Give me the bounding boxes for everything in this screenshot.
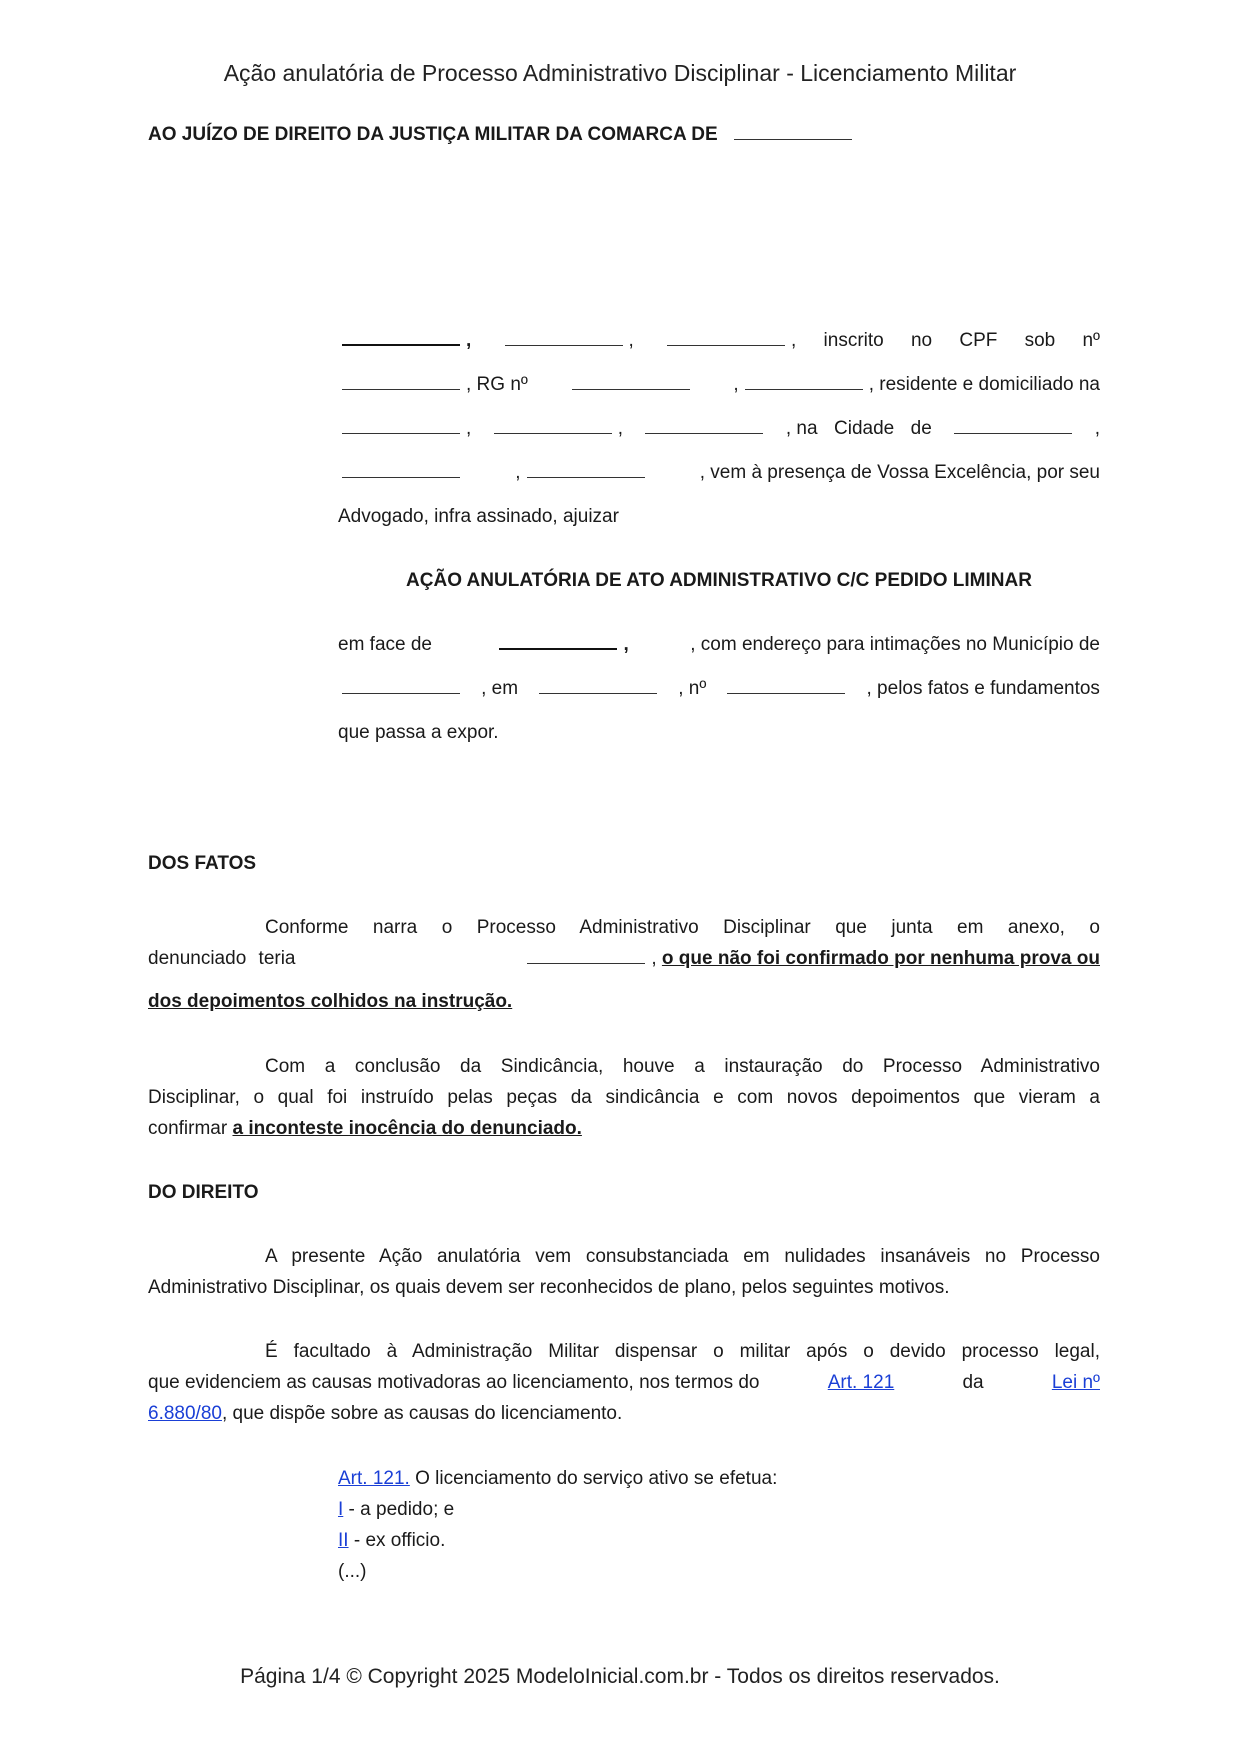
blank-field bbox=[539, 689, 657, 694]
art-121-link[interactable]: Art. 121 bbox=[827, 1372, 895, 1393]
citation-art-text: O licenciamento do serviço ativo se efetua: bbox=[409, 1468, 778, 1489]
fatos-p2-line1: Com a conclusão da Sindicância, houve a instauração do Processo Administrativo bbox=[265, 1056, 1100, 1077]
blank-field bbox=[727, 689, 845, 694]
direito-paragraph-1 bbox=[148, 1246, 1100, 1299]
citation-art-link[interactable]: Art. 121. bbox=[338, 1468, 410, 1489]
blank-field bbox=[527, 473, 645, 478]
word-na: , na bbox=[785, 418, 818, 439]
citation-i-link[interactable]: I bbox=[338, 1499, 344, 1520]
blank-field bbox=[734, 135, 852, 140]
law-citation bbox=[338, 1468, 1100, 1583]
citation-ii-link[interactable]: II bbox=[338, 1530, 349, 1551]
numero-text: , nº bbox=[678, 678, 707, 699]
word-cpf: CPF bbox=[959, 330, 998, 351]
qualification-line-1: , , , inscrito no CPF sob nº bbox=[338, 330, 1100, 374]
word-num: nº bbox=[1082, 330, 1100, 351]
fatos-text: , pelos fatos e fundamentos bbox=[866, 678, 1100, 699]
court-address-text: AO JUÍZO DE DIREITO DA JUSTIÇA MILITAR DA COMARCA DE bbox=[148, 124, 718, 145]
qualification-line-4: , , vem à presença de Vossa Excelência, por seu bbox=[338, 462, 1100, 506]
citation-line-art bbox=[338, 1468, 1100, 1499]
vem-text: , vem à presença de Vossa Excelência, por seu bbox=[699, 462, 1100, 483]
fatos-paragraph-1 bbox=[148, 917, 1100, 1013]
blank-field bbox=[342, 385, 460, 390]
blank-field bbox=[342, 689, 460, 694]
fatos-p2-line3 bbox=[148, 1118, 1100, 1140]
blank-field bbox=[342, 340, 460, 346]
denunciado-text: denunciado teria bbox=[148, 948, 296, 969]
citation-i-text: - a pedido; e bbox=[343, 1499, 455, 1520]
qualification-block bbox=[338, 330, 1100, 550]
em-text: , em bbox=[481, 678, 519, 699]
blank-field bbox=[667, 341, 785, 346]
defendant-line-2 bbox=[338, 678, 1100, 722]
citation-ellipsis: (...) bbox=[338, 1561, 367, 1582]
word-da: da bbox=[962, 1372, 984, 1393]
page-header-title: Ação anulatória de Processo Administrativo Disciplinar - Licenciamento Militar bbox=[223, 60, 1017, 86]
blank-field bbox=[342, 429, 460, 434]
termos-text: que evidenciem as causas motivadoras ao licenciamento, nos termos do bbox=[148, 1372, 760, 1393]
rg-label: , RG nº bbox=[466, 374, 528, 395]
blank-field bbox=[494, 429, 612, 434]
residente-text: , residente e domiciliado na bbox=[868, 374, 1100, 395]
fatos-paragraph-2 bbox=[148, 1056, 1100, 1140]
fatos-emphasis-2: dos depoimentos colhidos na instrução. bbox=[148, 991, 513, 1012]
citation-ii-text: - ex officio. bbox=[348, 1530, 446, 1551]
word-de: de bbox=[910, 418, 932, 439]
licenciamento-text: , que dispõe sobre as causas do licenciamento. bbox=[221, 1403, 623, 1424]
action-title: AÇÃO ANULATÓRIA DE ATO ADMINISTRATIVO C/C PEDIDO LIMINAR bbox=[406, 570, 1032, 591]
section-heading-direito: DO DIREITO bbox=[148, 1182, 259, 1203]
citation-line-ii bbox=[338, 1530, 1100, 1561]
page-footer: Página 1/4 © Copyright 2025 ModeloInicial.com.br - Todos os direitos reservados. bbox=[240, 1665, 1000, 1688]
blank-field bbox=[527, 959, 645, 964]
endereco-text: , com endereço para intimações no Município de bbox=[690, 634, 1100, 655]
lei-number-link[interactable]: 6.880/80 bbox=[148, 1403, 222, 1424]
court-address bbox=[148, 124, 858, 146]
fatos-emphasis-1: o que não foi confirmado por nenhuma prova ou bbox=[661, 948, 1100, 969]
qualification-line-3: , , , na Cidade de , bbox=[338, 418, 1100, 462]
lei-link[interactable]: Lei nº bbox=[1051, 1372, 1100, 1393]
confirmar-text: confirmar bbox=[148, 1118, 228, 1139]
fatos-p1-line1: Conforme narra o Processo Administrativo Disciplinar que junta em anexo, o bbox=[265, 917, 1100, 938]
direito-p2-line2 bbox=[148, 1372, 1100, 1403]
direito-p2-line1: É facultado à Administração Militar dispensar o militar após o devido processo legal, bbox=[265, 1341, 1100, 1362]
qualification-line-2: , RG nº , , residente e domiciliado na bbox=[338, 374, 1100, 418]
word-sob: sob bbox=[1024, 330, 1056, 351]
blank-field bbox=[342, 473, 460, 478]
defendant-line-1: em face de , , com endereço para intimações no Município de bbox=[338, 634, 1100, 655]
em-face-text: em face de bbox=[338, 634, 432, 655]
word-inscrito: inscrito bbox=[823, 330, 884, 351]
direito-p1-line1: A presente Ação anulatória vem consubstanciada em nulidades insanáveis no Processo bbox=[265, 1246, 1100, 1267]
blank-field bbox=[505, 341, 623, 346]
defendant-line-3: que passa a expor. bbox=[338, 722, 499, 743]
direito-p2-line3 bbox=[148, 1403, 1100, 1425]
blank-field bbox=[745, 385, 863, 390]
blank-field bbox=[499, 644, 617, 650]
direito-paragraph-2 bbox=[148, 1341, 1100, 1425]
defendant-block bbox=[338, 634, 1100, 766]
word-cidade: Cidade bbox=[834, 418, 895, 439]
fatos-emphasis-3: a inconteste inocência do denunciado. bbox=[232, 1118, 582, 1139]
fatos-p2-line2: Disciplinar, o qual foi instruído pelas peças da sindicância e com novos depoimentos que vieram a bbox=[148, 1087, 1100, 1108]
blank-field bbox=[645, 429, 763, 434]
qualification-line-5: Advogado, infra assinado, ajuizar bbox=[338, 506, 619, 527]
blank-field bbox=[954, 429, 1072, 434]
fatos-p1-line2: denunciado teria , o que não foi confirmado por nenhuma prova ou bbox=[148, 948, 1100, 969]
direito-p1-line2: Administrativo Disciplinar, os quais devem ser reconhecidos de plano, pelos seguintes motivos. bbox=[148, 1277, 950, 1298]
section-heading-fatos: DOS FATOS bbox=[148, 853, 257, 874]
citation-line-i bbox=[338, 1499, 1100, 1530]
word-no: no bbox=[910, 330, 933, 351]
blank-field bbox=[572, 385, 690, 390]
